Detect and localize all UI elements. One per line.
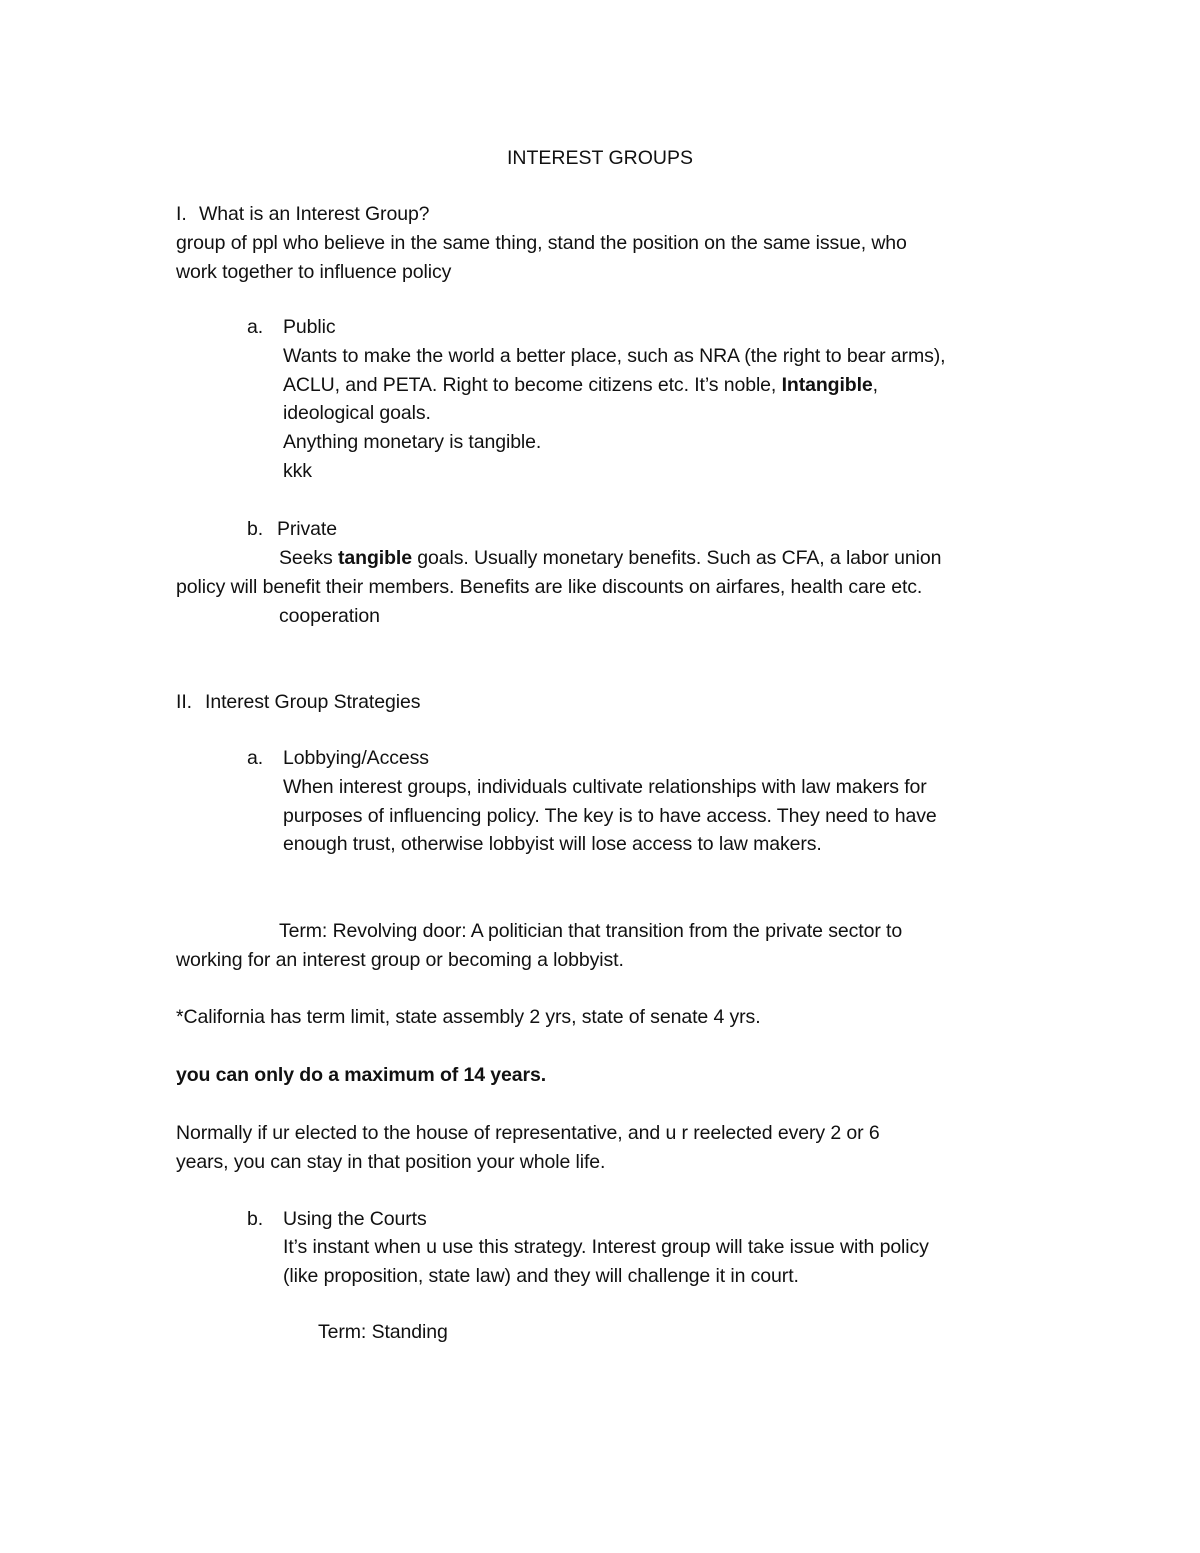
private-line-1 [279,544,941,572]
lobbying-line-2: purposes of influencing policy. The key is to have access. They need to have [283,805,937,827]
public-line-2 [283,371,878,399]
public-line-4: Anything monetary is tangible. [283,431,542,453]
tangible-bold: tangible [338,547,412,569]
lobbying-label: Lobbying/Access [283,747,429,769]
courts-line-1: It’s instant when u use this strategy. Interest group will take issue with policy [283,1236,929,1258]
lobbying-line-3: enough trust, otherwise lobbyist will lose access to law makers. [283,833,822,855]
definition-line-2: work together to influence policy [176,261,452,283]
public-label: Public [283,316,336,338]
section-1-numeral: I. [176,203,187,225]
courts-line-2: (like proposition, state law) and they will challenge it in court. [283,1265,799,1287]
document-title: INTEREST GROUPS [506,147,693,169]
section-1-heading: What is an Interest Group? [199,203,430,225]
normally-line-1: Normally if ur elected to the house of representative, and u r reelected every 2 or 6 [176,1122,880,1144]
lobbying-marker: a. [247,747,264,769]
public-line-5: kkk [283,460,312,482]
courts-marker: b. [247,1208,264,1230]
private-label: Private [277,518,337,540]
revolving-door-line-1: Term: Revolving door: A politician that transition from the private sector to [279,920,903,942]
public-marker: a. [247,316,264,338]
courts-label: Using the Courts [283,1208,427,1230]
public-line-2-text: ACLU, and PETA. Right to become citizens etc. It’s noble, [283,374,782,396]
california-note: *California has term limit, state assembly 2 yrs, state of senate 4 yrs. [176,1006,761,1028]
private-line-3: cooperation [279,605,380,627]
revolving-door-line-2: working for an interest group or becoming a lobbyist. [176,949,624,971]
public-line-1: Wants to make the world a better place, such as NRA (the right to bear arms), [283,345,946,367]
definition-line-1: group of ppl who believe in the same thing, stand the position on the same issue, who [176,232,907,254]
private-line-1-rest: goals. Usually monetary benefits. Such as CFA, a labor union [411,547,942,569]
public-line-3: ideological goals. [283,402,431,424]
section-2-heading: Interest Group Strategies [205,691,421,713]
lobbying-line-1: When interest groups, individuals cultivate relationships with law makers for [283,776,927,798]
private-line-2: policy will benefit their members. Benefits are like discounts on airfares, health care etc. [176,576,923,598]
normally-line-2: years, you can stay in that position your whole life. [176,1151,606,1173]
standing-term: Term: Standing [318,1321,448,1343]
maximum-note: you can only do a maximum of 14 years. [176,1064,547,1086]
private-marker: b. [247,518,264,540]
section-2-numeral: II. [176,691,192,713]
private-line-1-text: Seeks [279,547,339,569]
public-line-2-comma: , [872,374,878,396]
intangible-bold: Intangible [781,374,873,396]
